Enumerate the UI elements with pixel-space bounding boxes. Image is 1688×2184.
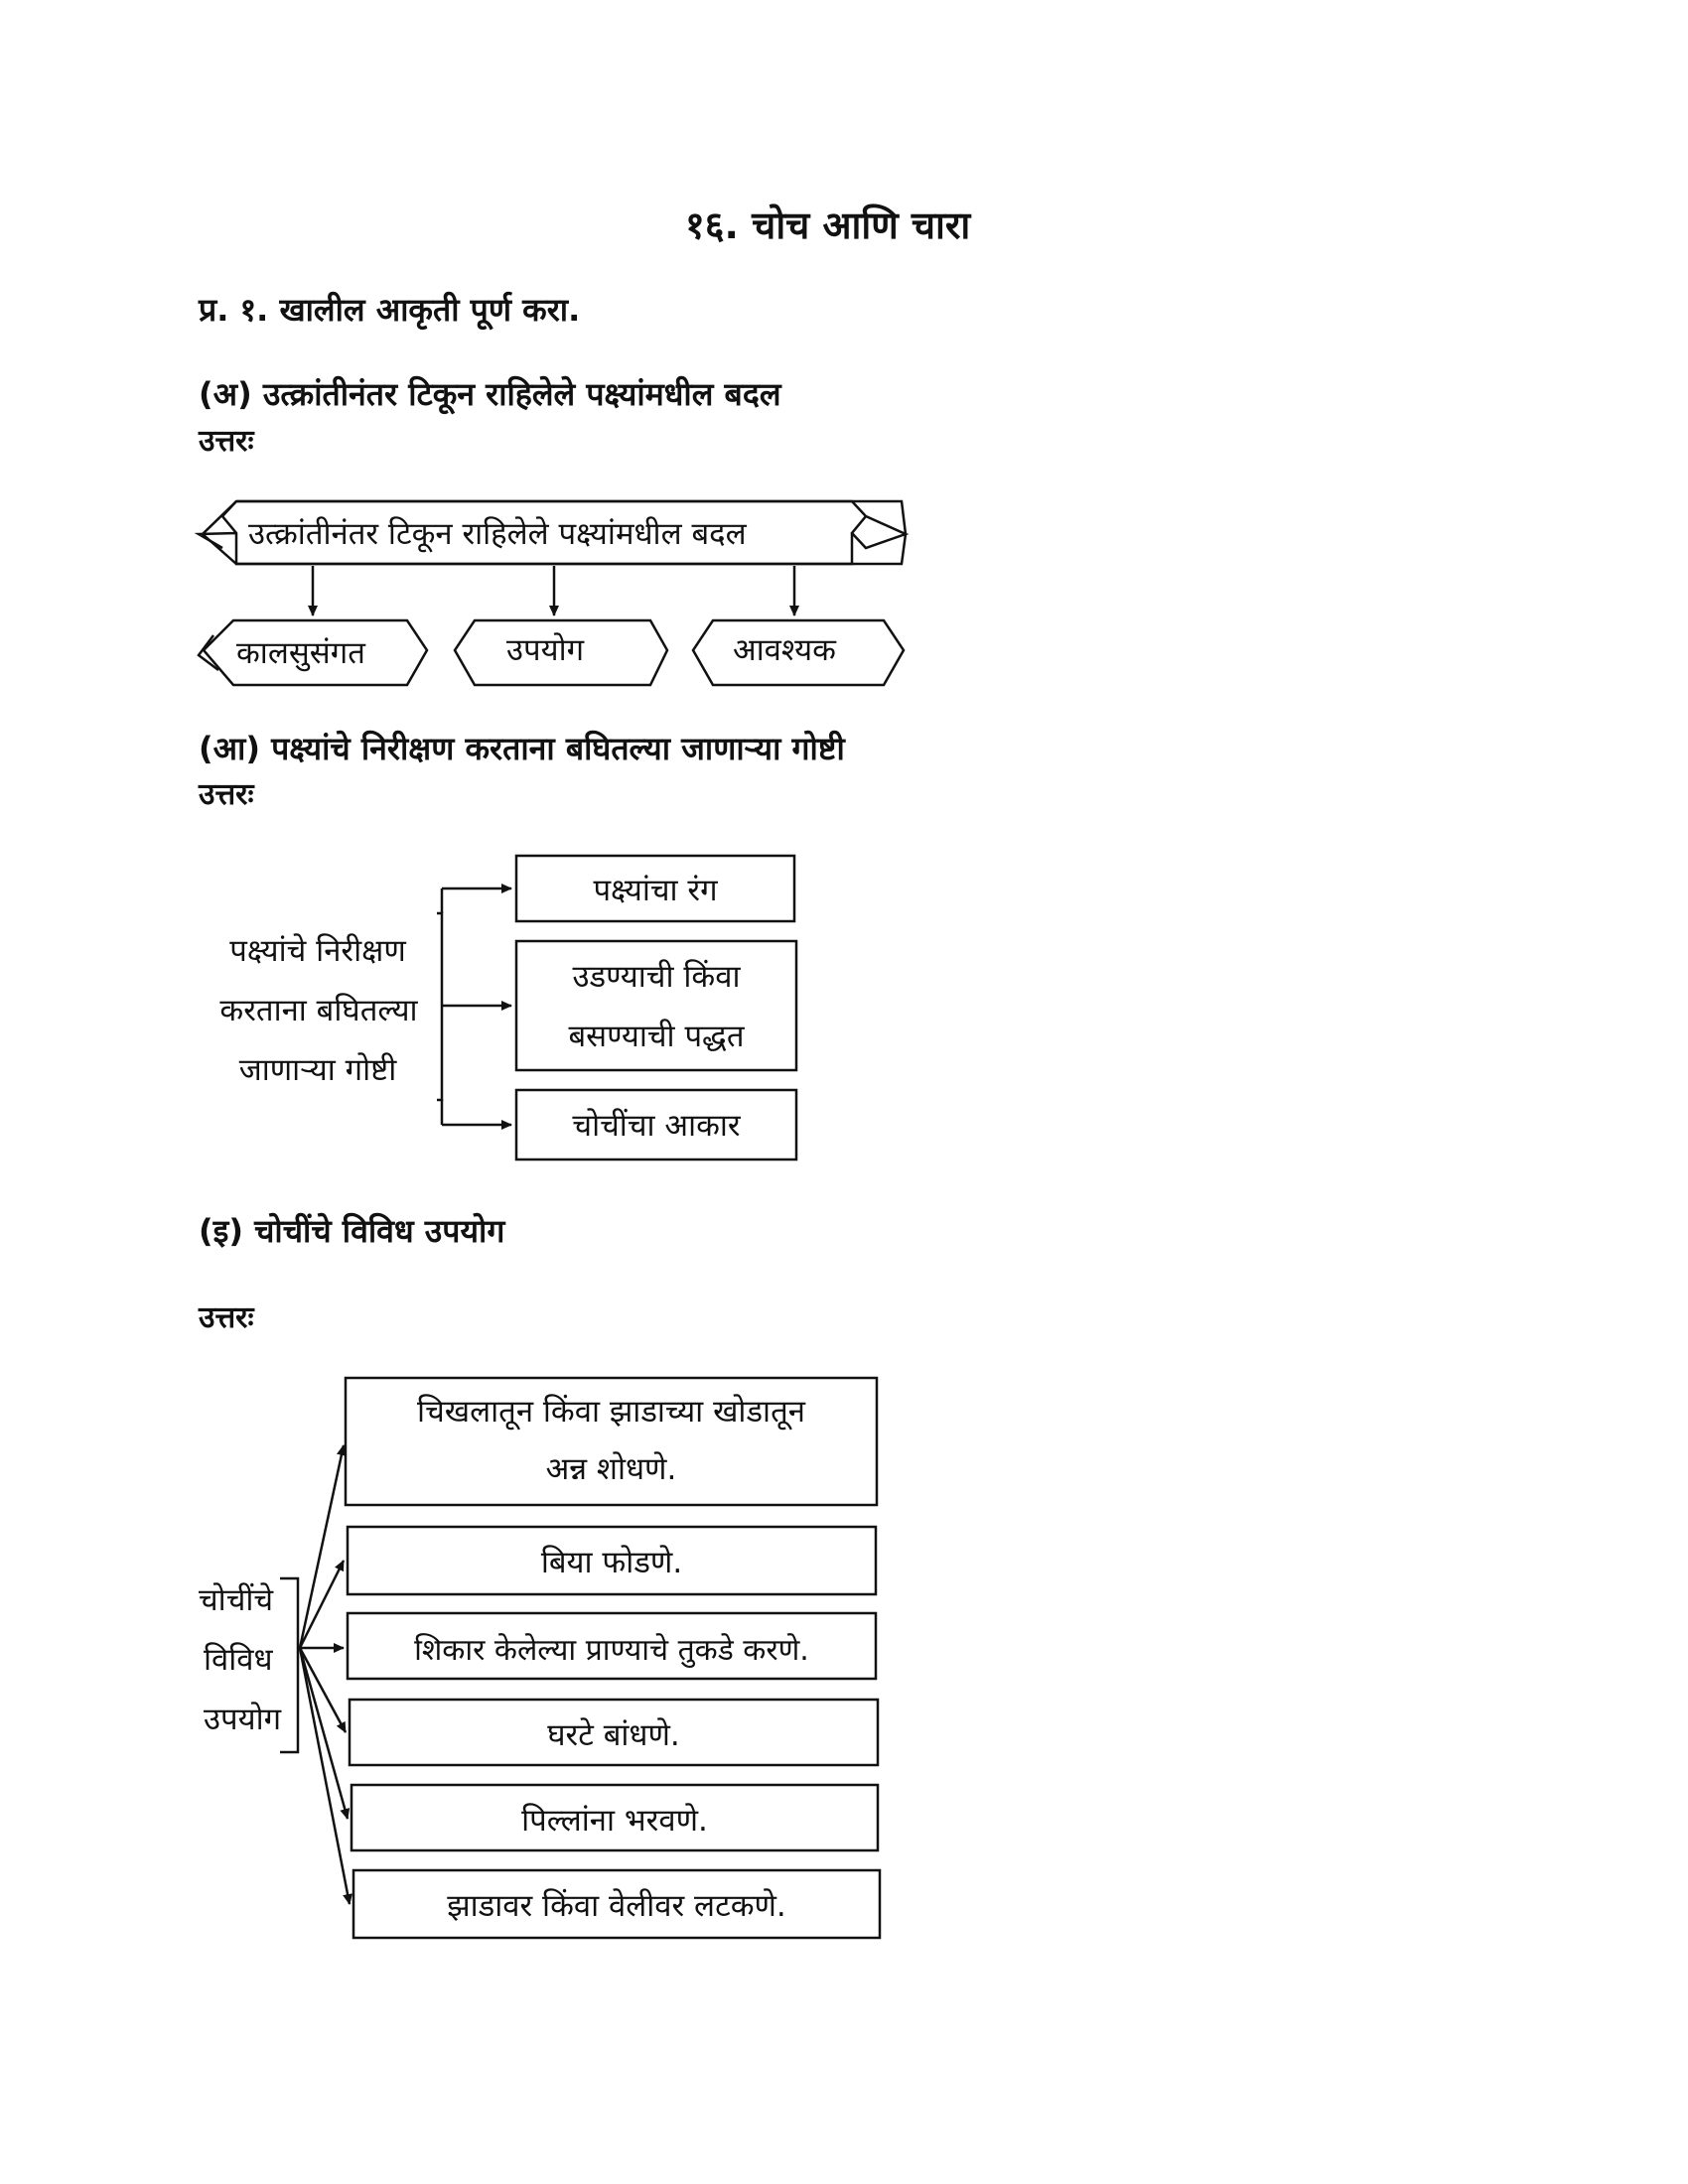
part-a-arrows — [313, 566, 794, 615]
question-1: प्र. १. खालील आकृती पूर्ण करा. — [199, 291, 581, 329]
part-c-box-2-text: बिया फोडणे. — [540, 1545, 683, 1580]
part-a-label: (अ) उत्क्रांतीनंतर टिकून राहिलेले पक्ष्यांमधील बदल — [199, 375, 781, 413]
part-c-box-1-line-1: चिखलातून किंवा झाडाच्या खोडातून — [417, 1394, 805, 1430]
part-b-box-2-line-1: उडण्याची किंवा — [572, 959, 741, 995]
part-a-child-3: आवश्यक — [733, 632, 836, 668]
page-title: १६. चोच आणि चारा — [685, 204, 971, 247]
part-b-root-line-1: पक्ष्यांचे निरीक्षण — [229, 933, 406, 969]
part-b-connectors — [437, 888, 511, 1125]
part-c-arrows — [300, 1445, 350, 1904]
part-c-box-6-text: झाडावर किंवा वेलीवर लटकणे. — [447, 1888, 786, 1924]
part-a-child-2: उपयोग — [506, 632, 585, 668]
answer-label-b: उत्तरः — [199, 777, 254, 812]
part-b-box-2-line-2: बसण्याची पद्धत — [568, 1019, 745, 1054]
part-b-root-line-3: जाणाऱ्या गोष्टी — [238, 1052, 397, 1088]
part-b-box-3-text: चोचींचा आकार — [572, 1108, 741, 1144]
answer-label-a: उत्तरः — [199, 424, 254, 459]
part-c-box-1-line-2: अन्न शोधणे. — [545, 1451, 677, 1487]
part-c-root-line-3: उपयोग — [204, 1702, 282, 1737]
part-c-box-3-text: शिकार केलेल्या प्राण्याचे तुकडे करणे. — [414, 1633, 809, 1668]
part-a-child-1: कालसुसंगत — [236, 635, 365, 671]
part-b-root-line-2: करताना बघितल्या — [219, 993, 418, 1028]
part-c-box-5-text: पिल्लांना भरवणे. — [521, 1803, 708, 1839]
part-c-bracket — [280, 1578, 298, 1752]
answer-label-c: उत्तरः — [199, 1300, 254, 1335]
part-c-box-4-text: घरटे बांधणे. — [547, 1717, 680, 1753]
part-c-label: (इ) चोचींचे विविध उपयोग — [199, 1212, 505, 1250]
part-b-box-1-text: पक्ष्यांचा रंग — [593, 873, 718, 908]
part-a-root-text: उत्क्रांतीनंतर टिकून राहिलेले पक्ष्यांमधील बदल — [248, 516, 747, 552]
part-c-root-line-2: विविध — [204, 1642, 273, 1678]
part-c-root-line-1: चोचींचे — [199, 1582, 274, 1618]
part-b-label: (आ) पक्ष्यांचे निरीक्षण करताना बघितल्या जाणाऱ्या गोष्टी — [199, 730, 845, 767]
